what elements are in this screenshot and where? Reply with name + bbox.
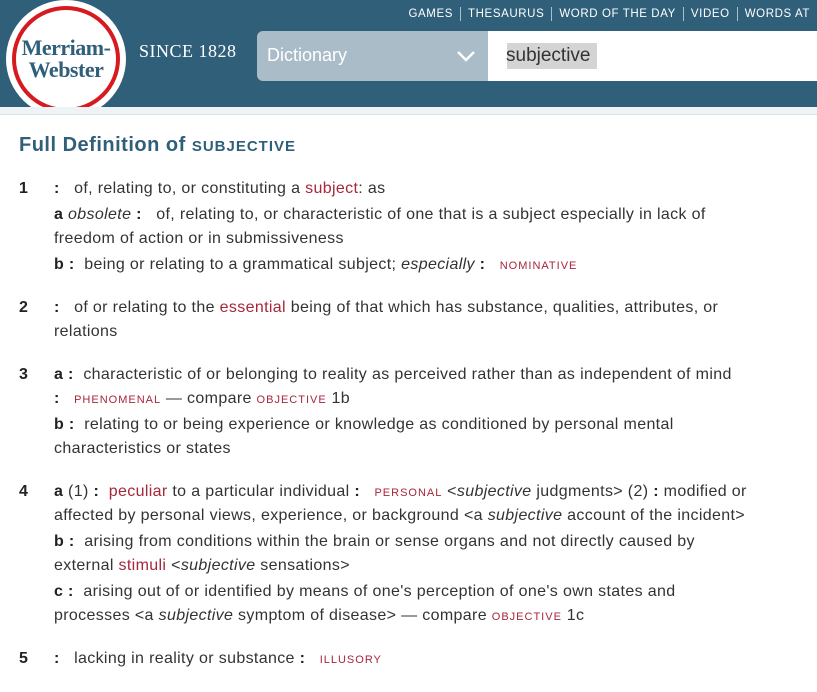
sense-number-5: 5: [19, 650, 28, 667]
sense-1b-definition: b : being or relating to a grammatical subject; especially : NOMINATIVE: [54, 256, 578, 273]
nav-words-at-play[interactable]: WORDS AT: [737, 7, 817, 21]
site-header: [0, 0, 817, 107]
sense-4b-definition-cont: external stimuli <subjective sensations>: [54, 557, 350, 574]
chevron-down-icon: [456, 48, 476, 64]
link-peculiar[interactable]: peculiar: [108, 483, 168, 500]
page-title: [19, 134, 296, 157]
sense-number-3: 3: [19, 366, 28, 383]
nav-games[interactable]: GAMES: [408, 8, 454, 20]
header-divider: [0, 107, 817, 115]
link-personal[interactable]: PERSONAL: [374, 487, 443, 499]
sense-1a-definition: a obsolete : of, relating to, or characteristic of one that is a subject especially in lack of: [54, 206, 706, 223]
link-subject[interactable]: subject: [305, 180, 359, 197]
sense-2-definition: : of or relating to the essential being of that which has substance, qualities, attributes, or: [54, 299, 719, 316]
title-word: SUBJECTIVE: [191, 138, 297, 155]
search-box: [488, 31, 817, 81]
sense-4c-definition-cont: processes <a subjective symptom of disease> — compare OBJECTIVE 1c: [54, 607, 585, 624]
sense-number-2: 2: [19, 299, 28, 316]
sense-3a-synonym: : PHENOMENAL — compare OBJECTIVE 1b: [54, 390, 350, 407]
logo-line-1: Merriam-: [21, 35, 111, 60]
title-prefix: Full Definition of: [19, 134, 192, 156]
sense-1a-definition-cont: freedom of action or in submissiveness: [54, 230, 344, 247]
sense-number-1: 1: [19, 180, 28, 197]
search-input[interactable]: [506, 42, 806, 70]
search-scope-dropdown[interactable]: [257, 31, 488, 81]
sense-number-4: 4: [19, 483, 28, 500]
top-nav: [401, 6, 817, 22]
sense-1-definition: : of, relating to, or constituting a subject: as: [54, 180, 386, 197]
link-illusory[interactable]: ILLUSORY: [319, 654, 382, 666]
sense-2-definition-cont: relations: [54, 323, 118, 340]
sense-3b-definition-cont: characteristics or states: [54, 440, 231, 457]
sense-3a-definition: a : characteristic of or belonging to reality as perceived rather than as independent of mind: [54, 366, 732, 383]
logo-line-2: Webster: [28, 57, 104, 82]
merriam-webster-logo[interactable]: [12, 6, 120, 112]
sense-5-definition: : lacking in reality or substance : ILLUSORY: [54, 650, 382, 667]
dropdown-label: Dictionary: [267, 45, 348, 65]
since-tagline: SINCE 1828: [139, 41, 237, 61]
sense-4a-definition: a (1) : peculiar to a particular individual : PERSONAL <subjective judgments> (2) : modified or: [54, 483, 747, 500]
link-objective-1b[interactable]: OBJECTIVE: [256, 394, 327, 406]
link-nominative[interactable]: NOMINATIVE: [499, 260, 578, 272]
link-objective-1c[interactable]: OBJECTIVE: [491, 611, 562, 623]
sense-4a-definition-cont: affected by personal views, experience, or background <a subjective account of the incident>: [54, 507, 745, 524]
nav-word-of-the-day[interactable]: WORD OF THE DAY: [551, 7, 683, 21]
link-essential[interactable]: essential: [219, 299, 286, 316]
nav-thesaurus[interactable]: THESAURUS: [460, 7, 551, 21]
sense-4c-definition: c : arising out of or identified by means of one's perception of one's own states and: [54, 583, 676, 600]
sense-4b-definition: b : arising from conditions within the brain or sense organs and not directly caused by: [54, 533, 695, 550]
nav-video[interactable]: VIDEO: [683, 7, 737, 21]
link-stimuli[interactable]: stimuli: [118, 557, 167, 574]
link-phenomenal[interactable]: PHENOMENAL: [74, 394, 162, 406]
sense-3b-definition: b : relating to or being experience or knowledge as conditioned by personal mental: [54, 416, 674, 433]
